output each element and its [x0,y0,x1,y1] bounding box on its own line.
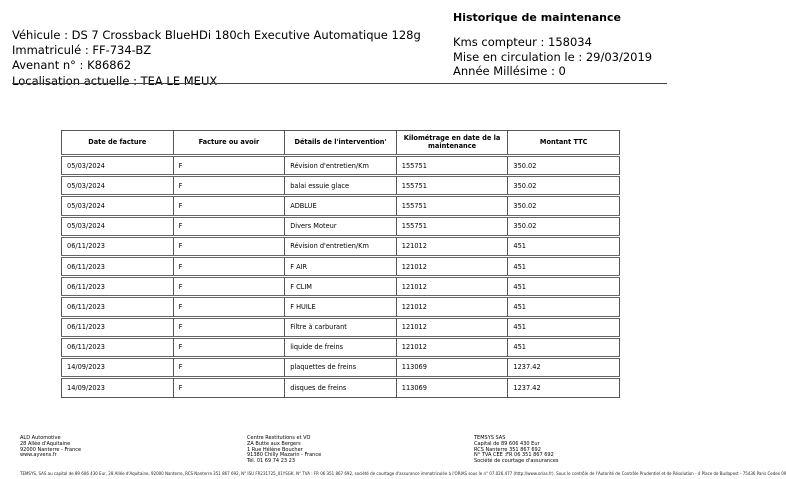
cell-mileage: 113069 [396,378,508,398]
cell-invoice-date: 05/03/2024 [62,176,174,196]
cell-details: Révision d'entretien/Km [285,156,397,176]
cell-amount: 451 [508,256,620,276]
cell-amount: 350.02 [508,156,620,176]
footer-company [20,436,81,459]
cell-invoice-date: 05/03/2024 [62,216,174,236]
maintenance-table [61,130,620,398]
cell-invoice-type: F [173,297,285,317]
cell-invoice-type: F [173,176,285,196]
cell-details: F CLIM [285,277,397,297]
cell-invoice-type: F [173,378,285,398]
cell-amount: 350.02 [508,176,620,196]
odometer: Kms compteur : 158034 [453,35,592,49]
cell-details: ADBLUE [285,196,397,216]
cell-invoice-type: F [173,196,285,216]
footer-line: ALD Automotive [20,435,61,441]
header-divider [12,83,667,84]
footer-line: Société de courtage d'assurances [474,458,559,465]
cell-invoice-type: F [173,256,285,276]
cell-mileage: 155751 [396,176,508,196]
cell-invoice-date: 06/11/2023 [62,317,174,337]
vehicle-location: Localisation actuelle : TEA LE MEUX [12,73,218,88]
cell-invoice-type: F [173,277,285,297]
footer-line: TEMSYS SAS [474,435,506,441]
cell-invoice-type: F [173,216,285,236]
cell-amount: 1237.42 [508,378,620,398]
cell-amount: 451 [508,337,620,357]
cell-amount: 451 [508,277,620,297]
table-row [62,176,620,196]
table-row [62,156,620,176]
table-row [62,196,620,216]
footer-returns-center [247,436,321,465]
footer-line: ZA Butte aux Bergers [247,440,301,447]
table-row [62,256,620,276]
cell-mileage: 155751 [396,156,508,176]
cell-amount: 451 [508,297,620,317]
cell-mileage: 121012 [396,277,508,297]
cell-details: F HUILE [285,297,397,317]
cell-details: disques de freins [285,378,397,398]
table-body [62,156,620,398]
cell-details: F AIR [285,256,397,276]
cell-invoice-type: F [173,337,285,357]
table-row [62,297,620,317]
cell-invoice-date: 06/11/2023 [62,256,174,276]
cell-mileage: 121012 [396,317,508,337]
vehicle-model: Véhicule : DS 7 Crossback BlueHDi 180ch Executive Automatique 128g [12,28,421,42]
table-row [62,277,620,297]
cell-invoice-date: 06/11/2023 [62,297,174,317]
header-invoice-date: Date de facture [62,131,174,156]
maintenance-summary [453,11,652,79]
table-row [62,378,620,398]
table-row [62,317,620,337]
legal-notice: TEMSYS, SAS au capital de 89 606 430 Eur, 28 Allée d'Aquitaine, 92000 Nanterre, RCS Nanterre 351 867 692, N° ISU FR231725_01YSGK. N° TVA : FR 06 351 867 692, société de courtage d'assurance immatriculée à l'ORIAS sous le n° 07.026.477 (http://www.orias.fr). Sous le contrôle de l'Autorité de Contrôle Prudentiel et de Résolution - 4 Place de Budapest - 75436 Paris Cedex 09 [20,471,786,476]
cell-invoice-type: F [173,156,285,176]
table-row [62,337,620,357]
header-amount: Montant TTC [508,131,620,156]
cell-details: liquide de freins [285,337,397,357]
footer-line: Capital de 89 606 430 Eur [474,440,540,447]
cell-mileage: 113069 [396,357,508,377]
cell-invoice-date: 05/03/2024 [62,156,174,176]
footer-line: 91380 Chilly Mazarin - France [247,452,322,459]
cell-mileage: 121012 [396,297,508,317]
cell-details: Filtre à carburant [285,317,397,337]
footer-line: 1 Rue Hélène Boucher [247,446,303,453]
cell-amount: 451 [508,317,620,337]
cell-invoice-type: F [173,357,285,377]
table-row [62,236,620,256]
cell-invoice-date: 14/09/2023 [62,378,174,398]
cell-invoice-date: 06/11/2023 [62,236,174,256]
footer-line: 92000 Nanterre - France [20,446,82,453]
table-row [62,216,620,236]
table-row [62,357,620,377]
cell-invoice-date: 14/09/2023 [62,357,174,377]
footer-insurance-broker [474,436,559,465]
header-details: Détails de l'intervention' [285,131,397,156]
cell-mileage: 121012 [396,236,508,256]
cell-details: Révision d'entretien/Km [285,236,397,256]
footer-line: N° TVA CEE :FR 06 351 867 692 [474,452,554,459]
cell-details: plaquettes de freins [285,357,397,377]
cell-amount: 350.02 [508,196,620,216]
page-title: Historique de maintenance [453,11,621,24]
cell-invoice-date: 06/11/2023 [62,337,174,357]
cell-invoice-type: F [173,317,285,337]
header-mileage: Kilométrage en date de la maintenance [396,131,508,156]
cell-amount: 350.02 [508,216,620,236]
cell-amount: 451 [508,236,620,256]
vehicle-amendment: Avenant n° : K86862 [12,58,132,73]
cell-details: Divers Moteur [285,216,397,236]
cell-invoice-date: 06/11/2023 [62,277,174,297]
cell-mileage: 155751 [396,216,508,236]
vehicle-plate: Immatriculé : FF-734-BZ [12,43,152,58]
footer-line: Centre Restitutions et VO [247,435,311,441]
registration-date: Mise en circulation le : 29/03/2019 [453,49,653,64]
table-header-row [62,131,620,156]
header-invoice-type: Facture ou avoir [173,131,285,156]
vehicle-info [12,28,421,89]
model-year: Année Millésime : 0 [453,64,566,78]
cell-mileage: 121012 [396,337,508,357]
cell-invoice-date: 05/03/2024 [62,196,174,216]
footer-line: RCS Nanterre 351 867 692 [474,446,541,453]
cell-details: balai essuie glace [285,176,397,196]
footer-line: www.ayvens.fr [20,452,57,459]
cell-amount: 1237.42 [508,357,620,377]
cell-invoice-type: F [173,236,285,256]
footer-line: 28 Allée d'Aquitaine [20,440,71,447]
cell-mileage: 155751 [396,196,508,216]
footer-line: Tél. 01 69 74 23 23 [247,458,296,465]
cell-mileage: 121012 [396,256,508,276]
